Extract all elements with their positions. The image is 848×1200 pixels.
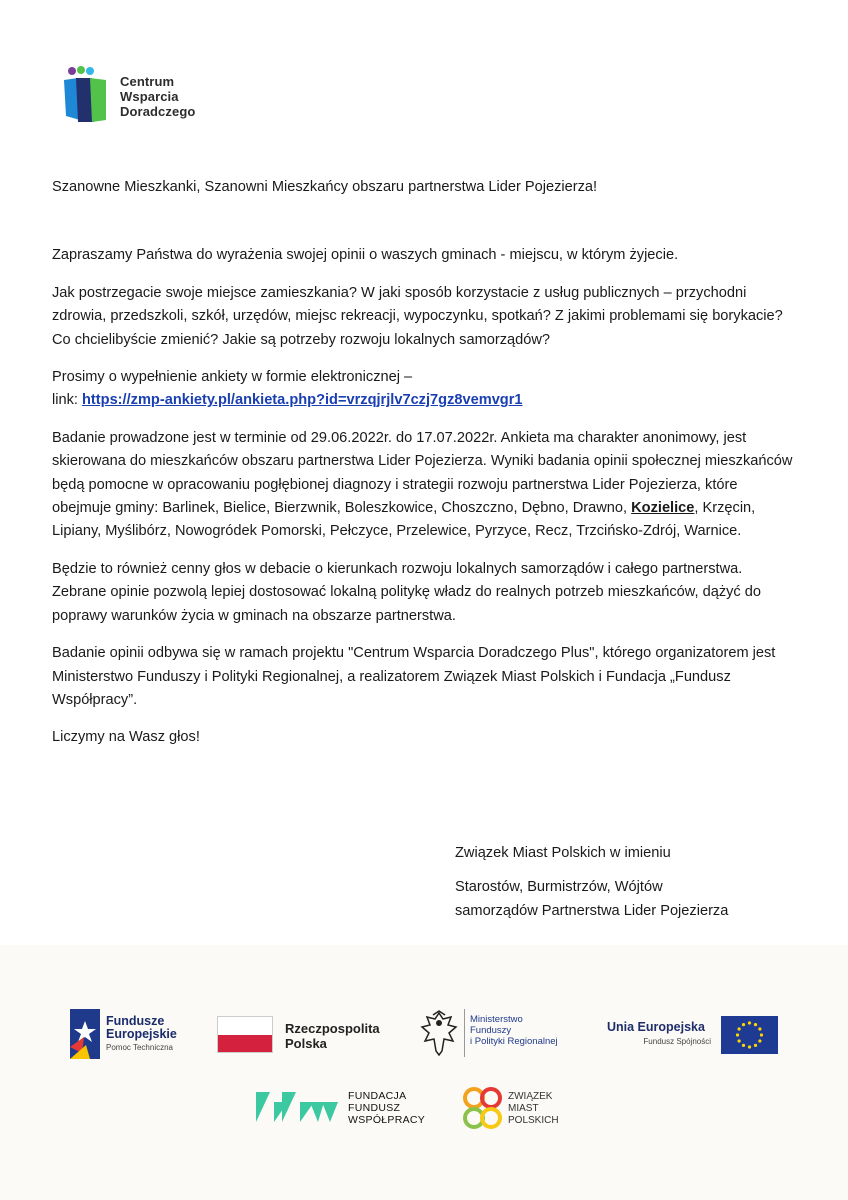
logo-line-2: Wsparcia	[120, 89, 179, 104]
min-line-3: i Polityki Regionalnej	[470, 1036, 558, 1047]
ffw-line-1: FUNDACJA	[348, 1090, 407, 1102]
fe-title-1: Fundusze	[106, 1014, 165, 1028]
highlighted-commune: Kozielice	[631, 500, 695, 517]
closing-line: Liczymy na Wasz głos!	[52, 729, 200, 746]
eagle-emblem-icon	[418, 1009, 460, 1057]
cwd-logo-text	[120, 74, 195, 119]
rp-line-2: Polska	[285, 1036, 327, 1051]
paragraph-questions: Jak postrzegacie swoje miejsce zamieszkania? W jaki sposób korzystacie z usług publicznych – przychodni zdrowia, przedszkoli, szkół, urzędów, miejsc rekreacji, wypoczynku, spotkań? Z jakimi problemami się borykacie? Co chcielibyście zmienić? Jakie są potrzeby rozwoju lokalnych samorządów?	[52, 284, 783, 348]
survey-link[interactable]: https://zmp-ankiety.pl/ankieta.php?id=vrzqjrjlv7czj7gz8vemvgr1	[82, 392, 523, 409]
footer-logos	[0, 945, 848, 1200]
zmp-line-2: MIAST	[508, 1103, 539, 1114]
zmp-line-1: ZWIĄZEK	[508, 1091, 553, 1102]
letter-body	[52, 176, 797, 764]
ffw-line-3: WSPÓŁPRACY	[348, 1114, 426, 1126]
zmp-line-3: POLSKICH	[508, 1115, 559, 1126]
min-line-1: Ministerstwo	[470, 1014, 523, 1025]
fe-subtitle: Pomoc Techniczna	[106, 1043, 173, 1052]
signature-block	[455, 842, 728, 934]
details-text-after: , Krzęcin, Lipiany, Myślibórz, Nowogródek Pomorski, Pełczyce, Przelewice, Pyrzyce, Recz, Trzcińsko-Zdrój, Warnice.	[52, 500, 756, 540]
fe-star-icon	[70, 1009, 100, 1059]
logo-line-1: Centrum	[120, 74, 175, 89]
zmp-emblem-icon	[460, 1085, 506, 1133]
eu-flag-icon	[721, 1016, 778, 1054]
signature-line-2: Starostów, Burmistrzów, Wójtów	[455, 879, 663, 896]
rp-line-1: Rzeczpospolita	[285, 1021, 380, 1036]
paragraph-importance: Będzie to również cenny głos w debacie o kierunkach rozwoju lokalnych samorządów i całego partnerstwa. Zebrane opinie pozwolą lepiej dostosować lokalną politykę władz do realnych potrzeb mieszkańców, dążyć do poprawy warunków życia w gminach na obszarze partnerstwa.	[52, 560, 762, 624]
paragraph-project: Badanie opinii odbywa się w ramach projektu "Centrum Wsparcia Doradczego Plus", którego organizatorem jest Ministerstwo Funduszy i Polityki Regionalnej, a realizatorem Związek Miast Polskich i Fundacja „Fundusz Współpracy”.	[52, 645, 776, 708]
signature-line-3: samorządów Partnerstwa Lider Pojezierza	[455, 902, 729, 919]
paragraph-survey-link	[52, 366, 797, 413]
ue-subtitle: Fundusz Spójności	[643, 1037, 711, 1046]
paragraph-invitation: Zapraszamy Państwa do wyrażenia swojej opinii o waszych gminach - miejscu, w którym żyjecie.	[52, 247, 679, 264]
ffw-mark-icon	[252, 1088, 342, 1126]
ue-title: Unia Europejska	[607, 1020, 705, 1034]
cwd-logo-icon	[62, 66, 114, 124]
min-line-2: Funduszy	[470, 1025, 512, 1036]
paragraph-survey-details	[52, 427, 797, 544]
greeting: Szanowne Mieszkanki, Szanowni Mieszkańcy obszaru partnerstwa Lider Pojezierza!	[52, 179, 598, 195]
details-text-before: Badanie prowadzone jest w terminie od 29.06.2022r. do 17.07.2022r. Ankieta ma charakter anonimowy, jest skierowana do mieszkańców obszaru partnerstwa Lider Pojezierza. Wyniki badania opinii społecznej mieszkańców będą pomocne w opracowaniu pogłębionej diagnozy i strategii rozwoju partnerstwa Lider Pojezierza, które obejmuje gminy: Barlinek, Bielice, Bierzwnik, Boleszkowice, Choszczno, Dębno, Drawno,	[52, 429, 793, 517]
ffw-line-2: FUNDUSZ	[348, 1102, 401, 1114]
centrum-wsparcia-doradczego-logo	[62, 66, 222, 124]
polish-flag-icon	[217, 1016, 273, 1053]
fe-title-2: Europejskie	[106, 1027, 177, 1041]
logo-line-3: Doradczego	[120, 104, 196, 119]
link-prefix: link:	[52, 392, 83, 409]
survey-request-text: Prosimy o wypełnienie ankiety w formie elektronicznej –	[52, 369, 413, 386]
signature-line-1: Związek Miast Polskich w imieniu	[455, 845, 671, 861]
